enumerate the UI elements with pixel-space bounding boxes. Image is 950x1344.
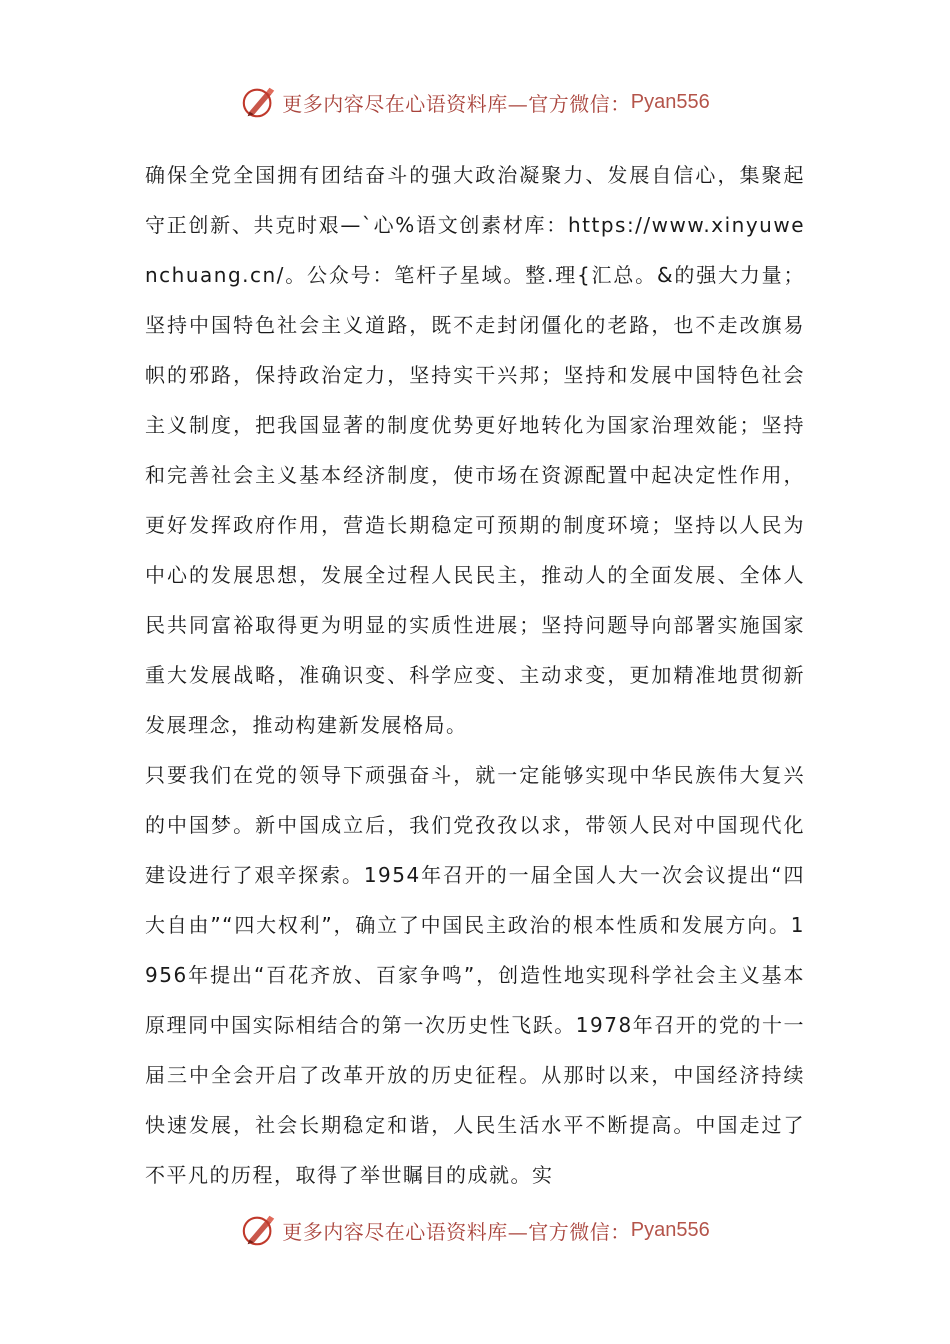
header-banner — [0, 80, 950, 124]
banner-text: 更多内容尽在心语资料库—官方微信： — [282, 91, 631, 116]
wechat-id: Pyan556 — [630, 90, 710, 113]
pen-logo-icon — [240, 83, 278, 121]
footer-banner — [0, 1208, 950, 1252]
paragraph: 确保全党全国拥有团结奋斗的强大政治凝聚力、发展自信心，集聚起守正创新、共克时艰—`心%语文创素材库：https://www.xinyuwenchuang.cn/。公众号：笔杆子星域。整.理{汇总。&的强大力量；坚持中国特色社会主义道路，既不走封闭僵化的老路，也不走改旗易帜的邪路，保持政治定力，坚持实干兴邦；坚持和发展中国特色社会主义制度，把我国显著的制度优势更好地转化为国家治理效能；坚持和完善社会主义基本经济制度，使市场在资源配置中起决定性作用，更好发挥政府作用，营造长期稳定可预期的制度环境；坚持以人民为中心的发展思想，发展全过程人民民主，推动人的全面发展、全体人民共同富裕取得更为明显的实质性进展；坚持问题导向部署实施国家重大发展战略，准确识变、科学应变、主动求变，更加精准地贯彻新发展理念，推动构建新发展格局。 — [145, 163, 805, 737]
banner-text: 更多内容尽在心语资料库—官方微信： — [282, 1219, 631, 1244]
wechat-id: Pyan556 — [630, 1218, 710, 1241]
pen-logo-icon — [240, 1211, 278, 1249]
paragraph: 只要我们在党的领导下顽强奋斗，就一定能够实现中华民族伟大复兴的中国梦。新中国成立后，我们党孜孜以求，带领人民对中国现代化建设进行了艰辛探索。1954年召开的一届全国人大一次会议提出“四大自由”“四大权利”，确立了中国民主政治的根本性质和发展方向。1956年提出“百花齐放、百家争鸣”，创造性地实现科学社会主义基本原理同中国实际相结合的第一次历史性飞跃。1978年召开的党的十一届三中全会开启了改革开放的历史征程。从那时以来，中国经济持续快速发展，社会长期稳定和谐，人民生活水平不断提高。中国走过了不平凡的历程，取得了举世瞩目的成就。实 — [145, 763, 805, 1187]
document-body — [145, 150, 805, 1200]
